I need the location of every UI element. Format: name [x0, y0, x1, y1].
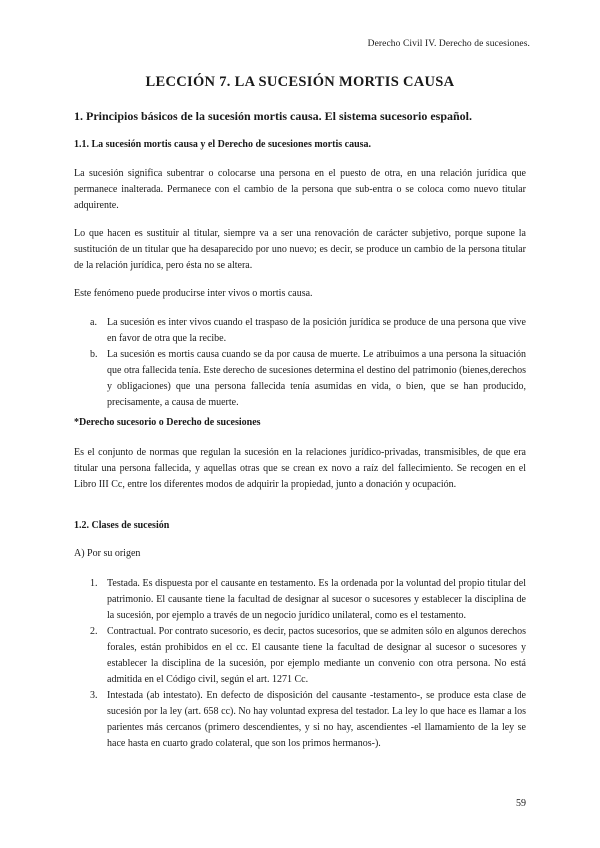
section-heading: 1. Principios básicos de la sucesión mortis causa. El sistema sucesorio español.	[74, 109, 473, 123]
list-item-text: Contractual. Por contrato sucesorio, es decir, pactos sucesorios, que se admiten sólo en algunos derechos forales, están prohibidos en el cc. El causante tiene la facultad de designar al sucesor o sucesores y establecer la disciplina de la sucesión, por ejemplo mediante un convenio con otra persona. No está admitida en el Código civil, según el art. 1271 Cc.	[107, 626, 526, 685]
list-marker: 2.	[90, 626, 98, 637]
lesson-title: LECCIÓN 7. LA SUCESIÓN MORTIS CAUSA	[145, 74, 455, 90]
list-item	[90, 347, 526, 411]
running-header: Derecho Civil IV. Derecho de sucesiones.	[367, 39, 530, 49]
paragraph-definition-sucesion: La sucesión significa subentrar o colocarse una persona en el puesto de otra, en una relación jurídica que permanece inalterada. Permanece con el cambio de la persona que sub-entra o se coloca como nuevo titular adquirente.	[74, 168, 526, 211]
page-number: 59	[516, 798, 526, 809]
paragraph-fenomeno: Este fenómeno puede producirse inter vivos o mortis causa.	[74, 288, 313, 299]
list-marker: 3.	[90, 690, 98, 701]
list-item-text: Testada. Es dispuesta por el causante en testamento. Es la ordenada por la voluntad del propio titular del patrimonio. El causante tiene la facultad de designar al sucesor o sucesores y establecer la disciplina de la sucesión, por ejemplo a través de un negocio jurídico unilateral, como es el testamento.	[107, 578, 526, 621]
definition-heading: *Derecho sucesorio o Derecho de sucesiones	[74, 417, 261, 428]
list-item-text: Intestada (ab intestato). En defecto de disposición del causante -testamento-, se produce esta clase de sucesión por la ley (art. 658 cc). No hay voluntad expresa del testador. La ley lo que hace es llamar a los parientes más cercanos (primero descendientes, y si no hay, ascendientes -el llamamiento de la ley se hace hasta en cuarto grado colateral, que son los primos hermanos-).	[107, 690, 526, 749]
list-item	[90, 576, 526, 624]
list-item	[90, 315, 526, 347]
list-marker: a.	[90, 317, 97, 328]
subsection-heading-1-1: 1.1. La sucesión mortis causa y el Derecho de sucesiones mortis causa.	[74, 139, 372, 150]
paragraph-derecho-sucesorio: Es el conjunto de normas que regulan la sucesión en la relaciones jurídico-privadas, transmisibles, de que era titular una persona fallecida, y aquellas otras que se crean ex novo a raíz del fallecimiento. Se recogen en el Libro III Cc, entre los diferentes modos de adquirir la propiedad, junto a donación y ocupación.	[74, 447, 526, 490]
list-marker: 1.	[90, 578, 98, 589]
subsection-heading-1-2: 1.2. Clases de sucesión	[74, 520, 170, 531]
sucesion-types-list	[90, 315, 526, 411]
list-item-text: La sucesión es inter vivos cuando el traspaso de la posición jurídica se produce de una persona que vive en favor de otra que la recibe.	[107, 317, 526, 344]
list-item	[90, 688, 526, 752]
list-marker: b.	[90, 349, 98, 360]
list-item	[90, 624, 526, 688]
sucesion-origin-list	[90, 576, 526, 752]
paragraph-sustitucion-titular: Lo que hacen es sustituir al titular, siempre va a ser una renovación de carácter subjetivo, porque supone la sustitución de un titular que ha desaparecido por uno nuevo; es decir, se produce un cambio de la persona titular de la relación jurídica, pero ésta no se altera.	[74, 228, 526, 271]
list-item-text: La sucesión es mortis causa cuando se da por causa de muerte. Le atribuimos a una persona la situación que otra fallecida tenía. Este derecho de sucesiones determina el destino del patrimonio (bienes,derechos y obligaciones) que una persona fallecida tenía asumidas en vida, o bien, que se han producido, precisamente, a causa de muerte.	[107, 349, 527, 408]
classification-label: A) Por su origen	[74, 548, 141, 559]
